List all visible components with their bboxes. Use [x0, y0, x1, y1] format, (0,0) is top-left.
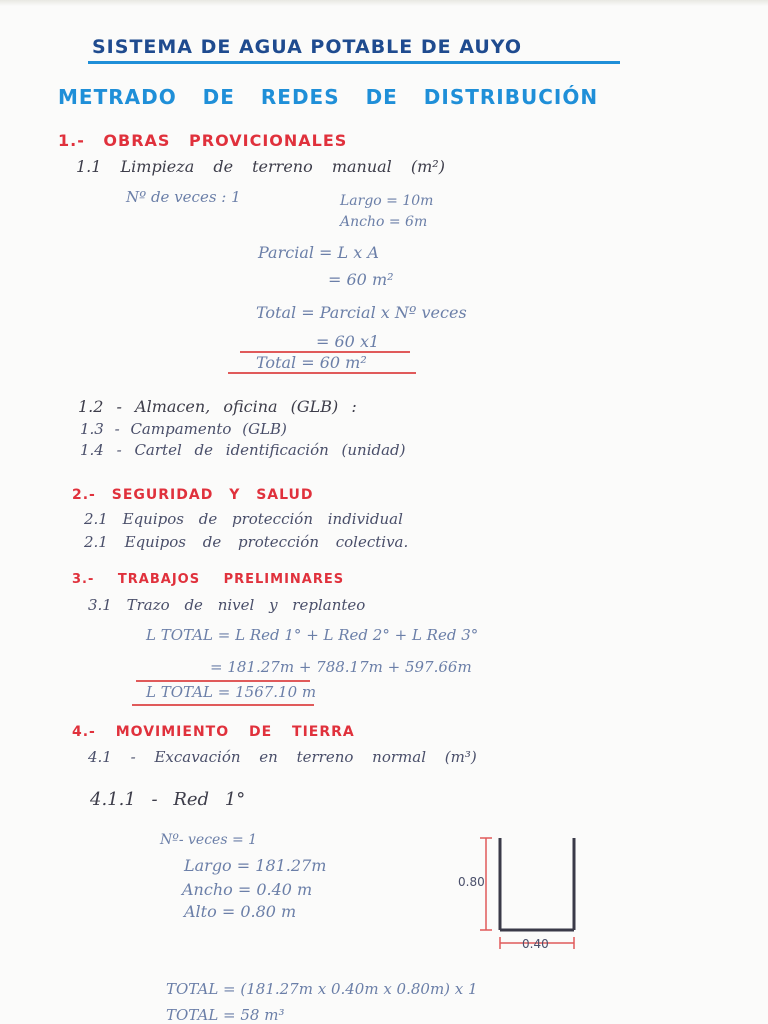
alto-4: Alto = 0.80 m	[184, 902, 297, 921]
section-2-heading: 2.- SEGURIDAD Y SALUD	[72, 487, 314, 503]
trench-diagram	[450, 830, 590, 960]
item-4-1: 4.1 - Excavación en terreno normal (m³)	[88, 748, 477, 766]
section-4-heading: 4.- MOVIMIENTO DE TIERRA	[72, 724, 355, 740]
item-1-4: 1.4 - Cartel de identificación (unidad)	[80, 441, 406, 459]
item-1-2: 1.2 - Almacen, oficina (GLB) :	[78, 397, 357, 416]
item-1-3: 1.3 - Campamento (GLB)	[80, 420, 287, 438]
length-values: = 181.27m + 788.17m + 597.66m	[210, 658, 472, 676]
parcial-formula: Parcial = L x A	[258, 243, 379, 262]
trench-height-label: 0.80	[458, 875, 485, 889]
total-rule-bottom	[228, 372, 416, 374]
item-4-1-1: 4.1.1 - Red 1°	[90, 789, 246, 810]
item-3-1: 3.1 Trazo de nivel y replanteo	[88, 596, 366, 614]
trench-width-label: 0.40	[522, 937, 549, 951]
page-subtitle: METRADO DE REDES DE DISTRIBUCIÓN	[58, 85, 599, 109]
length-rule-top	[136, 680, 310, 682]
length-formula: L TOTAL = L Red 1° + L Red 2° + L Red 3°	[146, 626, 479, 644]
section-1-heading: 1.- OBRAS PROVICIONALES	[58, 131, 348, 150]
ancho-4: Ancho = 0.40 m	[182, 880, 313, 899]
total-calc: = 60 x1	[316, 332, 380, 351]
item-2-1a: 2.1 Equipos de protección individual	[84, 510, 403, 528]
excavation-total-result: TOTAL = 58 m³	[166, 1006, 285, 1024]
excavation-total-formula: TOTAL = (181.27m x 0.40m x 0.80m) x 1	[166, 980, 478, 998]
veces-4: Nº- veces = 1	[160, 832, 258, 848]
ancho-value: Ancho = 6m	[340, 214, 428, 230]
item-2-1b: 2.1 Equipos de protección colectiva.	[84, 533, 409, 551]
section-3-heading: 3.- TRABAJOS PRELIMINARES	[72, 572, 345, 587]
length-rule-bottom	[132, 704, 314, 706]
title-underline	[88, 61, 620, 64]
total-result: Total = 60 m²	[256, 353, 367, 372]
page-edge	[0, 0, 768, 6]
length-total: L TOTAL = 1567.10 m	[146, 683, 317, 701]
largo-4: Largo = 181.27m	[184, 856, 327, 875]
total-formula: Total = Parcial x Nº veces	[256, 303, 467, 322]
veces-label: Nº de veces : 1	[126, 188, 241, 206]
largo-value: Largo = 10m	[340, 193, 434, 209]
page-title: SISTEMA DE AGUA POTABLE DE AUYO	[92, 36, 523, 58]
item-1-1: 1.1 Limpieza de terreno manual (m²)	[76, 157, 445, 176]
parcial-result: = 60 m²	[328, 270, 394, 289]
